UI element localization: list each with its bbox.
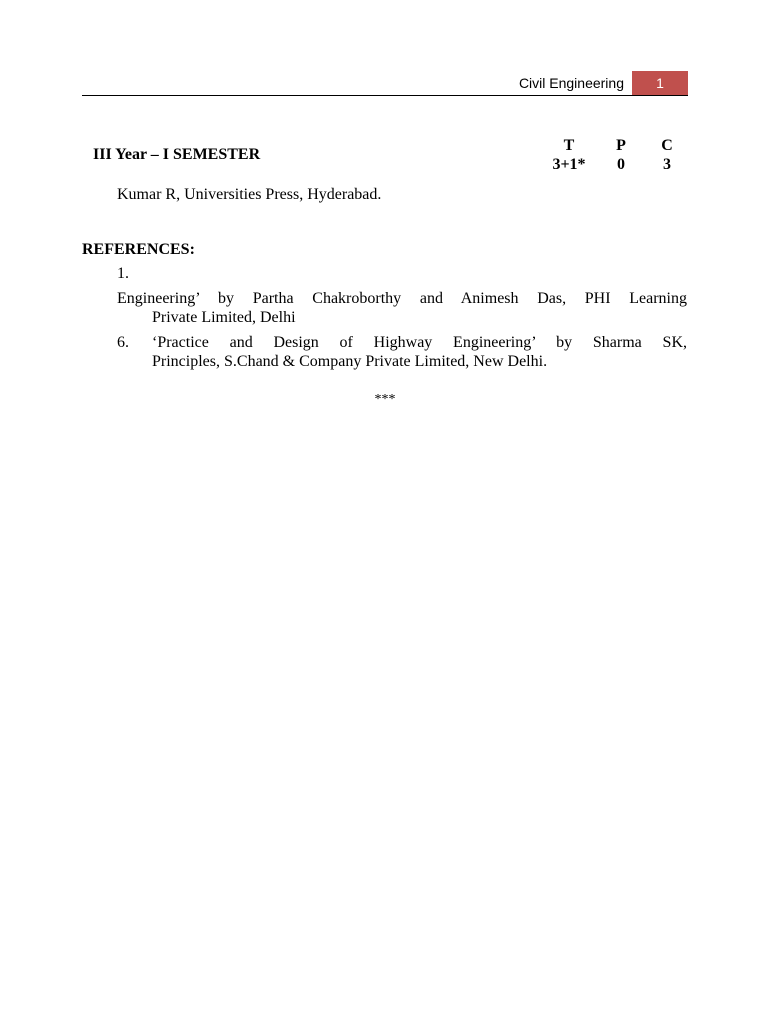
reference-6-line-2: Principles, S.Chand & Company Private Limited, New Delhi. — [152, 353, 548, 370]
header-divider — [82, 95, 688, 96]
tpc-label-c: C — [661, 137, 673, 154]
reference-6-line-1: ‘Practice and Design of Highway Engineering’ by Sharma SK, — [152, 334, 687, 351]
references-heading: REFERENCES: — [82, 241, 195, 258]
reference-1-line-2: Private Limited, Delhi — [152, 309, 296, 326]
reference-6-number: 6. — [117, 334, 129, 351]
page-number-badge: 1 — [632, 71, 688, 96]
reference-1-number: 1. — [117, 265, 129, 282]
semester-heading: III Year – I SEMESTER — [93, 146, 261, 163]
reference-1-line-1: Engineering’ by Partha Chakroborthy and Animesh Das, PHI Learning — [117, 290, 687, 307]
tpc-label-t: T — [563, 137, 575, 154]
tpc-value-p: 0 — [617, 156, 625, 173]
header-title: Civil Engineering — [518, 75, 624, 91]
tpc-label-p: P — [616, 137, 626, 154]
end-marker: *** — [374, 392, 396, 407]
body-line: Kumar R, Universities Press, Hyderabad. — [117, 186, 382, 203]
tpc-value-t: 3+1* — [552, 156, 586, 173]
tpc-value-c: 3 — [663, 156, 671, 173]
